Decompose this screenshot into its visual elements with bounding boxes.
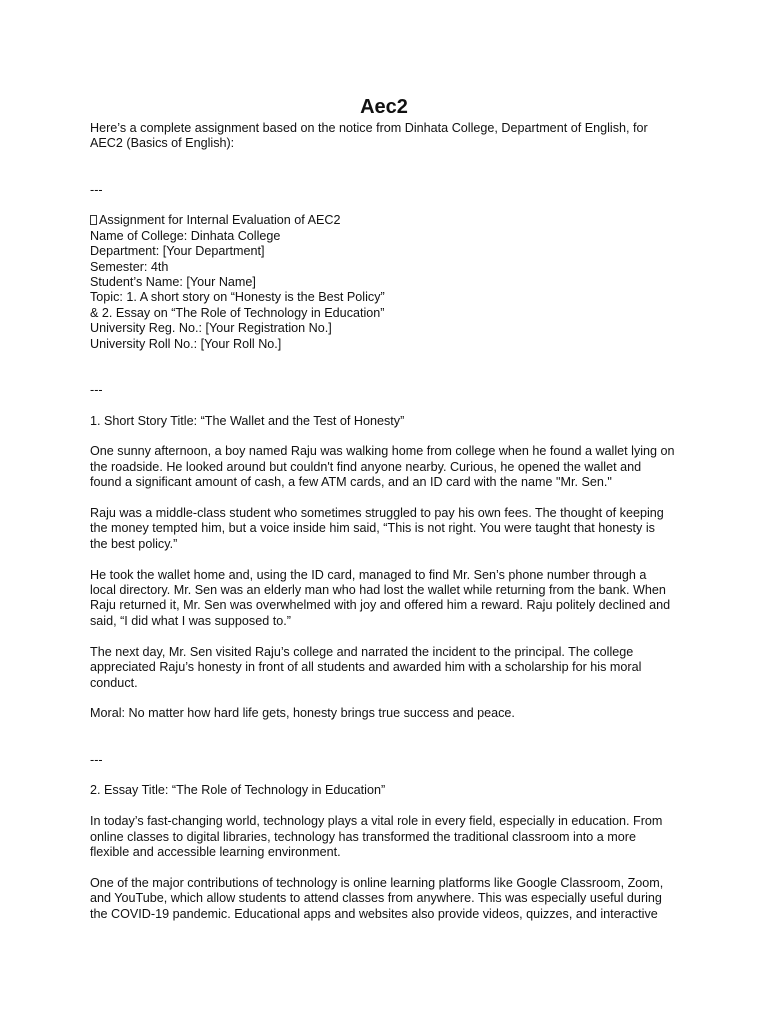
text-line: appreciated Raju’s honesty in front of all students and awarded him with a scholarship for his moral [90,660,642,675]
topic-line: & 2. Essay on “The Role of Technology in Education” [90,305,385,320]
roll-no-line: University Roll No.: [Your Roll No.] [90,336,282,351]
text-line: One sunny afternoon, a boy named Raju was walking home from college when he found a wallet lying on [90,444,675,459]
text-line: said, “I did what I was supposed to.” [90,613,291,628]
semester-line: Semester: 4th [90,259,169,274]
intro-line: Here’s a complete assignment based on the notice from Dinhata College, Department of English, for [90,121,648,135]
story-paragraph [90,444,690,490]
text-line: Raju was a middle-class student who sometimes struggled to pay his own fees. The thought of keeping [90,506,664,521]
story-paragraph [90,506,690,552]
document-title: Aec2 [360,96,408,118]
intro-paragraph [90,121,690,152]
text-line: the money tempted him, but a voice inside him said, “This is not right. You were taught that honesty is [90,521,655,536]
text-line: In today’s fast-changing world, technology plays a vital role in every field, especially in education. From [90,814,663,829]
department-line: Department: [Your Department] [90,244,265,259]
intro-line: AEC2 (Basics of English): [90,136,235,151]
text-line: the best policy.” [90,536,178,551]
assignment-heading: Assignment for Internal Evaluation of AEC2 [99,213,341,228]
story-paragraph [90,568,690,630]
separator: --- [90,752,103,767]
essay-paragraph [90,876,690,922]
text-line: The next day, Mr. Sen visited Raju’s college and narrated the incident to the principal. The college [90,644,634,659]
text-line: and YouTube, which allow students to attend classes from anywhere. This was especially useful during [90,891,662,906]
text-line: online classes to digital libraries, technology has transformed the traditional classroom into a more [90,829,637,844]
text-line: One of the major contributions of technology is online learning platforms like Google Classroom, Zoom, [90,875,664,890]
separator: --- [90,382,103,397]
text-line: conduct. [90,675,138,690]
story-title: 1. Short Story Title: “The Wallet and the Test of Honesty” [90,413,405,428]
reg-no-line: University Reg. No.: [Your Registration No.] [90,321,332,336]
text-line: the COVID-19 pandemic. Educational apps and websites also provide videos, quizzes, and interactive [90,906,658,921]
text-line: Raju returned it, Mr. Sen was overwhelmed with joy and offered him a reward. Raju politely declined and [90,598,671,613]
story-moral: Moral: No matter how hard life gets, honesty brings true success and peace. [90,706,515,721]
document-body [90,121,690,922]
college-line: Name of College: Dinhata College [90,228,281,243]
story-paragraph [90,645,690,691]
text-line: flexible and accessible learning environment. [90,844,341,859]
text-line: local directory. Mr. Sen was an elderly man who had lost the wallet while returning from the bank. When [90,583,666,598]
text-line: found a significant amount of cash, a few ATM cards, and an ID card with the name "Mr. Sen." [90,475,612,490]
text-line: the roadside. He looked around but couldn't find anyone nearby. Curious, he opened the wallet and [90,459,642,474]
topic-line: Topic: 1. A short story on “Honesty is the Best Policy” [90,290,385,305]
assignment-header [90,213,690,352]
separator: --- [90,182,103,197]
missing-glyph-icon [90,215,97,225]
text-line: He took the wallet home and, using the ID card, managed to find Mr. Sen’s phone number through a [90,567,647,582]
essay-paragraph [90,814,690,860]
student-name-line: Student’s Name: [Your Name] [90,275,256,290]
essay-title: 2. Essay Title: “The Role of Technology in Education” [90,783,386,798]
